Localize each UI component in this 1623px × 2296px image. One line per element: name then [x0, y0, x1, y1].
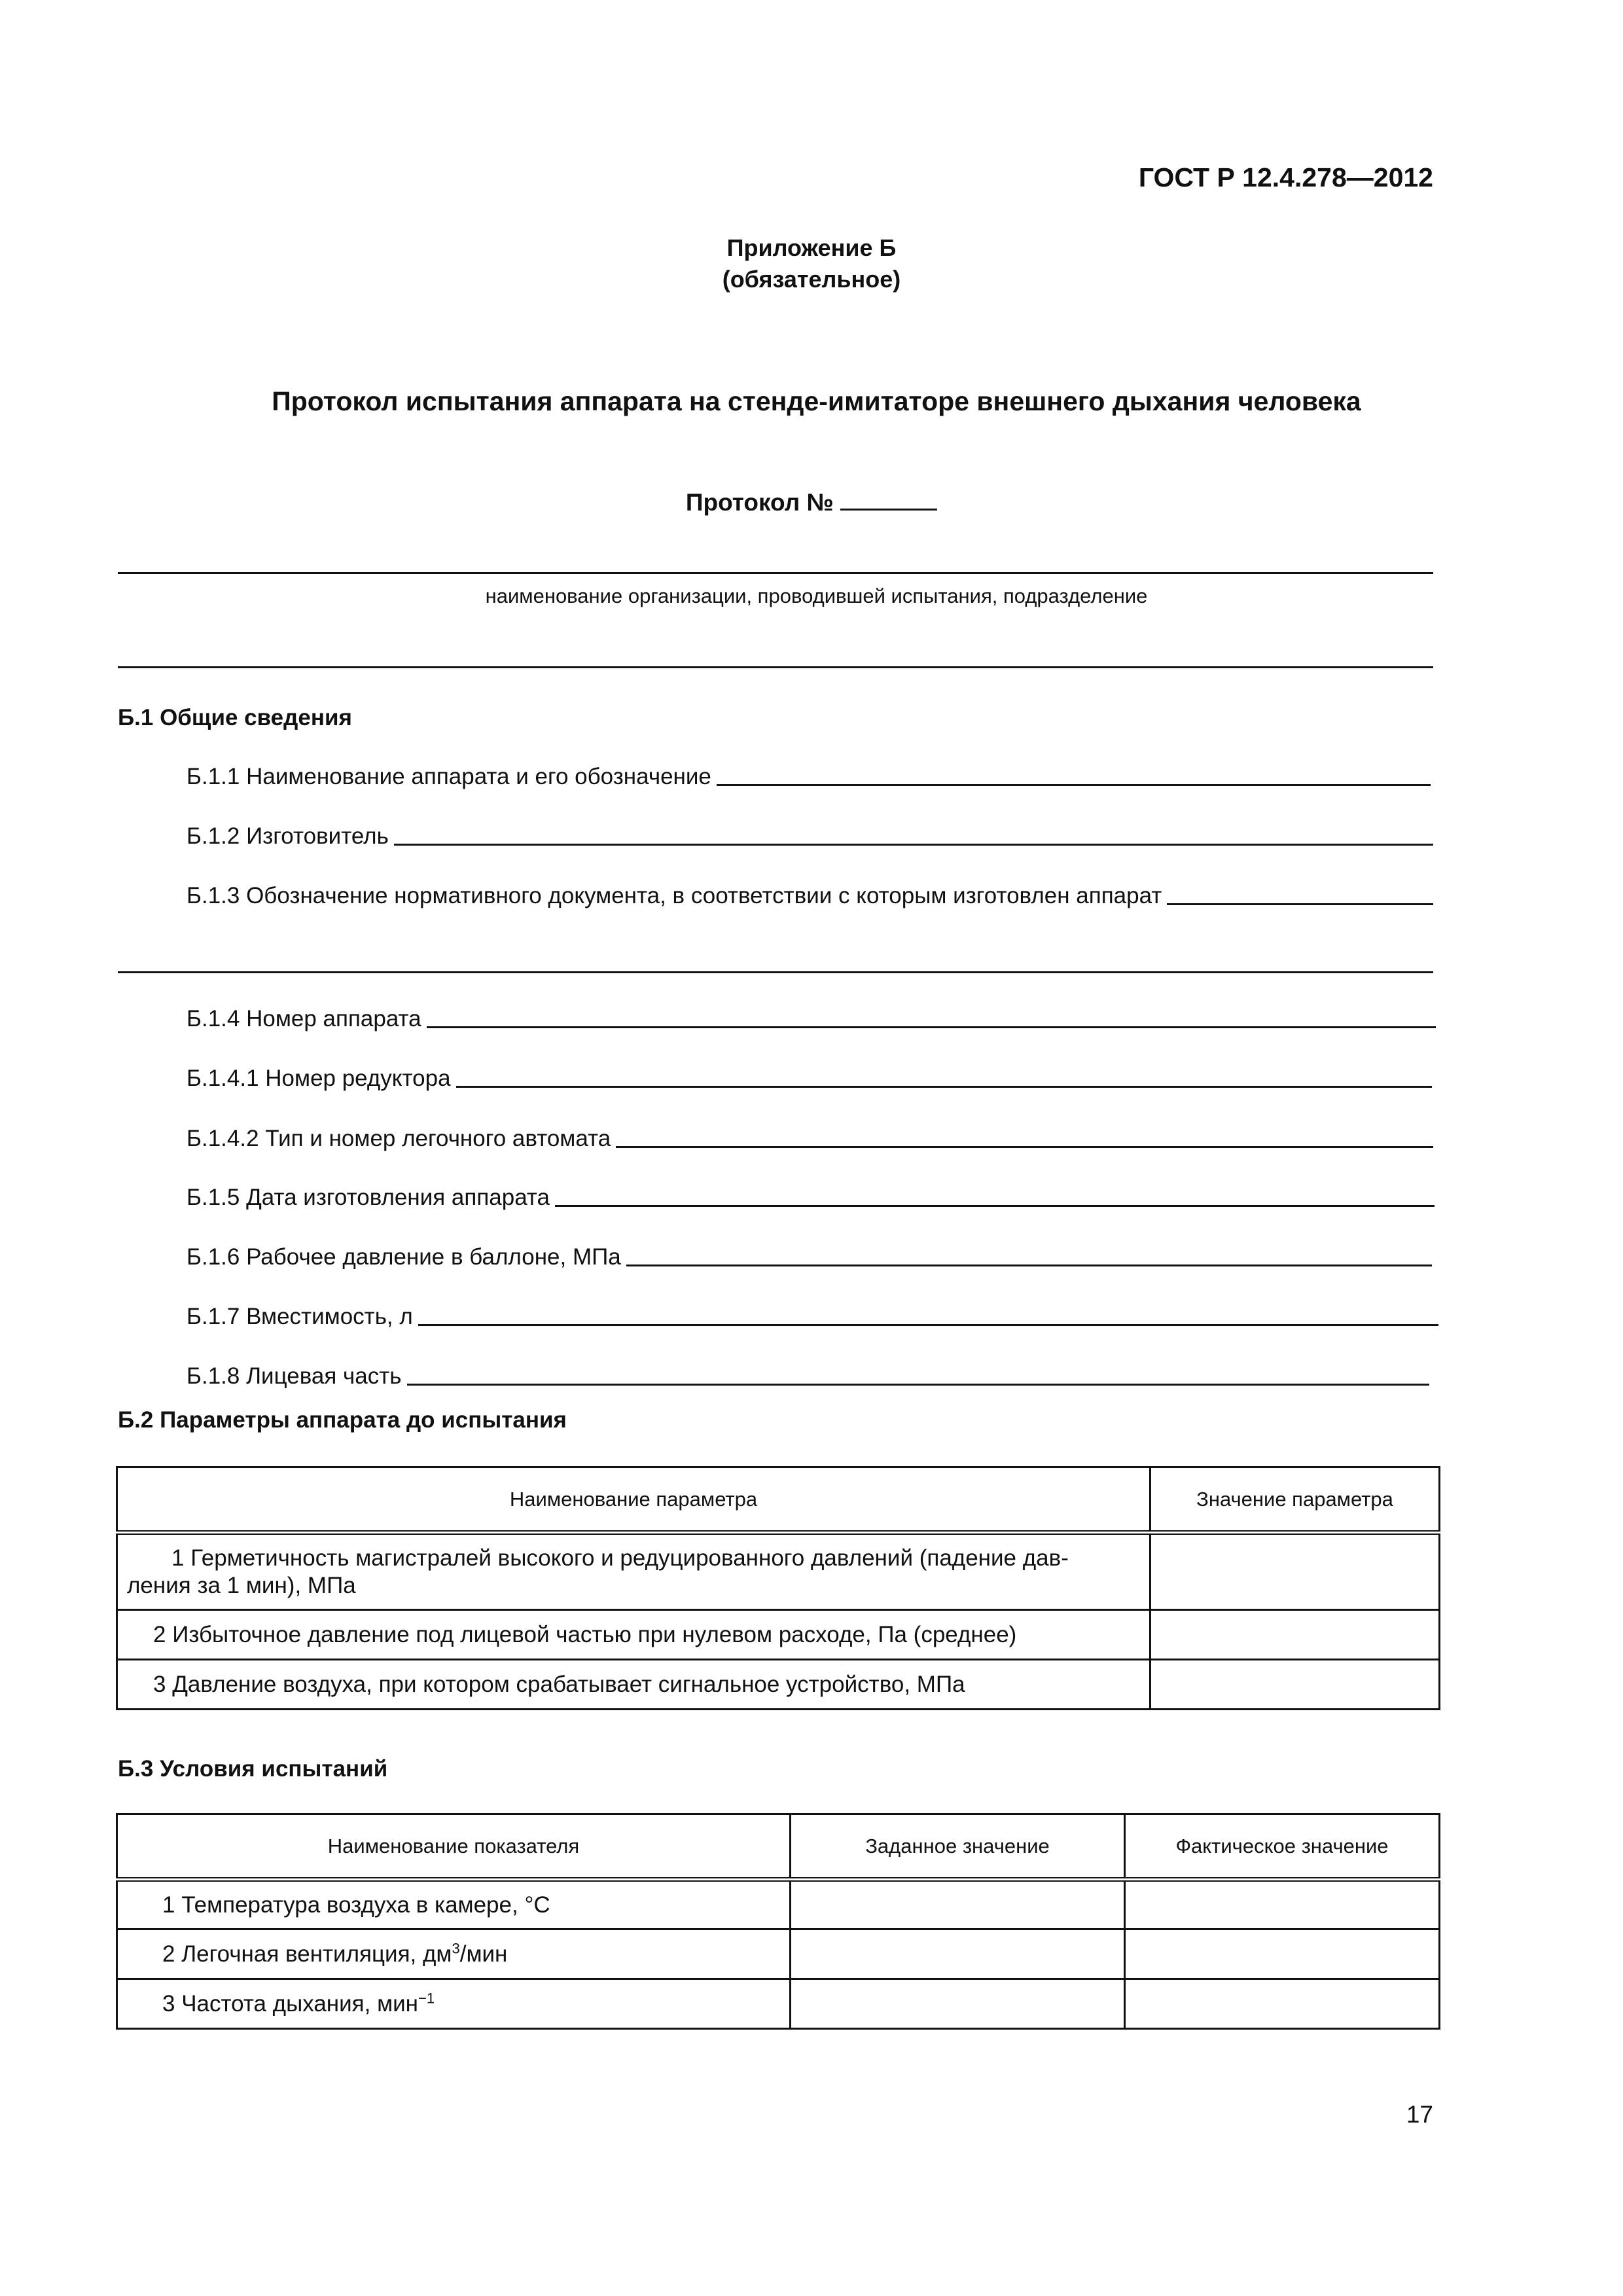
- field-label: Б.1.2 Изготовитель: [187, 823, 389, 849]
- field-label: Б.1.4.2 Тип и номер легочного автомата: [187, 1126, 611, 1151]
- actual-value-cell[interactable]: [1125, 1880, 1440, 1929]
- page-number: 17: [1406, 2101, 1433, 2128]
- fill-line[interactable]: [717, 784, 1431, 786]
- normative-document-line-2[interactable]: [118, 971, 1433, 973]
- table-row: [117, 1610, 1440, 1660]
- appendix-status: (обязательное): [722, 266, 901, 293]
- field-label: Б.1.8 Лицевая часть: [187, 1363, 402, 1389]
- protocol-title: Протокол испытания аппарата на стенде-имитаторе внешнего дыхания человека: [272, 386, 1361, 416]
- actual-value-cell[interactable]: [1125, 1929, 1440, 1979]
- fill-line[interactable]: [394, 844, 1433, 846]
- field-working-pressure[interactable]: [187, 1244, 1432, 1270]
- fill-line[interactable]: [626, 1265, 1432, 1266]
- section-b3-heading: Б.3 Условия испытаний: [118, 1756, 388, 1782]
- appendix-title: Приложение Б: [726, 234, 897, 261]
- column-header: Фактическое значение: [1125, 1814, 1440, 1880]
- field-capacity[interactable]: [187, 1304, 1438, 1330]
- table-row: [117, 1533, 1440, 1610]
- field-label: Б.1.3 Обозначение нормативного документа, в соответствии с которым изготовлен аппарат: [187, 883, 1162, 908]
- indicator-label: 3 Частота дыхания, мин: [162, 1990, 419, 2017]
- column-header: Наименование параметра: [117, 1467, 1150, 1533]
- actual-value-cell[interactable]: [1125, 1979, 1440, 2029]
- fill-line[interactable]: [1167, 903, 1433, 905]
- field-label: Б.1.4 Номер аппарата: [187, 1006, 421, 1031]
- appendix-heading: [0, 232, 1623, 295]
- unit-exponent: −1: [418, 1989, 435, 2006]
- field-label: Б.1.4.1 Номер редуктора: [187, 1066, 451, 1091]
- parameter-value-cell[interactable]: [1150, 1533, 1440, 1610]
- unit-exponent: 3: [452, 1939, 460, 1956]
- section-b1-heading: Б.1 Общие сведения: [118, 705, 352, 730]
- field-facepiece[interactable]: [187, 1363, 1429, 1390]
- parameter-name: 2 Избыточное давление под лицевой частью при нулевом расходе, Па (среднее): [117, 1610, 1150, 1660]
- document-code: ГОСТ Р 12.4.278—2012: [1138, 162, 1433, 192]
- fill-line[interactable]: [616, 1146, 1433, 1148]
- table-row: [117, 1660, 1440, 1710]
- table-row: [117, 1979, 1440, 2029]
- indicator-name: [117, 1929, 791, 1979]
- table-row: [117, 1880, 1440, 1929]
- unit-suffix: /мин: [459, 1941, 508, 1967]
- parameter-line: 1 Герметичность магистралей высокого и редуцированного давлений (падение дав-: [171, 1545, 1069, 1571]
- parameter-value-cell[interactable]: [1150, 1610, 1440, 1660]
- table-row: [117, 1929, 1440, 1979]
- field-device-number[interactable]: [187, 1006, 1436, 1032]
- set-value-cell[interactable]: [791, 1929, 1125, 1979]
- field-manufacture-date[interactable]: [187, 1185, 1435, 1211]
- org-subdivision-line[interactable]: [118, 666, 1433, 668]
- parameter-line: ления за 1 мин), МПа: [127, 1572, 356, 1598]
- field-manufacturer[interactable]: [187, 823, 1433, 850]
- org-name-caption: наименование организации, проводившей испытания, подразделение: [485, 584, 1148, 607]
- field-reducer-number[interactable]: [187, 1066, 1432, 1092]
- indicator-label: 2 Легочная вентиляция, дм: [162, 1941, 452, 1967]
- column-header: Заданное значение: [791, 1814, 1125, 1880]
- field-demand-valve[interactable]: [187, 1126, 1433, 1152]
- section-b2-heading: Б.2 Параметры аппарата до испытания: [118, 1407, 567, 1433]
- set-value-cell[interactable]: [791, 1979, 1125, 2029]
- indicator-label: 1 Температура воздуха в камере, °C: [162, 1892, 550, 1918]
- set-value-cell[interactable]: [791, 1880, 1125, 1929]
- field-label: Б.1.7 Вместимость, л: [187, 1304, 413, 1329]
- column-header: Наименование показателя: [117, 1814, 791, 1880]
- org-name-line[interactable]: [118, 572, 1433, 574]
- protocol-number-label: Протокол №: [685, 489, 834, 516]
- fill-line[interactable]: [427, 1026, 1436, 1028]
- field-label: Б.1.6 Рабочее давление в баллоне, МПа: [187, 1244, 621, 1270]
- field-device-name[interactable]: [187, 764, 1431, 790]
- fill-line[interactable]: [418, 1324, 1438, 1326]
- parameter-value-cell[interactable]: [1150, 1660, 1440, 1710]
- protocol-number-field[interactable]: [840, 488, 937, 511]
- column-header: Значение параметра: [1150, 1467, 1440, 1533]
- indicator-name: [117, 1880, 791, 1929]
- parameter-name: [117, 1533, 1150, 1610]
- parameter-name: 3 Давление воздуха, при котором срабатывает сигнальное устройство, МПа: [117, 1660, 1150, 1710]
- field-label: Б.1.1 Наименование аппарата и его обозначение: [187, 764, 711, 789]
- fill-line[interactable]: [555, 1205, 1435, 1207]
- test-conditions-table: [116, 1813, 1440, 2030]
- fill-line[interactable]: [456, 1086, 1432, 1088]
- protocol-number: [0, 488, 1623, 516]
- fill-line[interactable]: [407, 1384, 1429, 1386]
- field-normative-document[interactable]: [187, 883, 1433, 909]
- device-parameters-table: [116, 1466, 1440, 1710]
- field-label: Б.1.5 Дата изготовления аппарата: [187, 1185, 550, 1210]
- indicator-name: [117, 1979, 791, 2029]
